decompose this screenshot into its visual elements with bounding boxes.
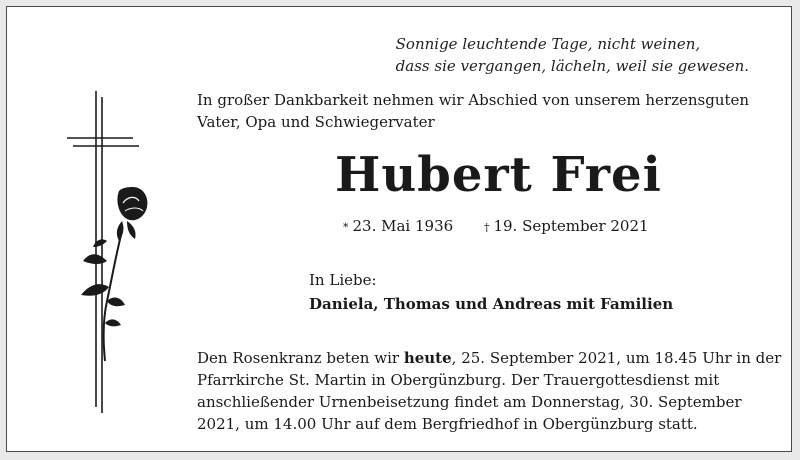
life-dates [343,215,649,239]
cross-icon [67,91,139,413]
death-date-group [484,217,649,235]
death-symbol: † [483,221,490,234]
death-date: 19. September 2021 [493,217,649,235]
quote-line: dass sie vergangen, lächeln, weil sie gewesen. [395,57,749,75]
service-text-start: Den Rosenkranz beten wir [197,349,404,367]
obituary-card [6,6,792,452]
mourners-names: Daniela, Thomas und Andreas mit Familien [309,295,674,313]
service-notice [197,347,789,435]
memorial-quote [396,33,749,77]
quote-line: Sonnige leuchtende Tage, nicht weinen, [395,35,701,53]
cross-rose-emblem [67,91,157,421]
service-text-rest: , 25. September 2021, um 18.45 Uhr in der Pfarrkirche St. Martin in Obergünzburg. Der Trauergottesdienst mit anschließender Urnenbeisetzung findet am Donnerstag, 30. September 2021, um 14.00 Uhr auf dem Bergfriedhof in Obergünzburg statt. [197,349,782,433]
birth-symbol: * [343,221,349,234]
birth-date: 23. Mai 1936 [352,217,454,235]
mourners-label: In Liebe: [309,271,377,289]
service-emphasis: heute [403,349,452,367]
rose-icon [81,187,147,361]
intro-line: In großer Dankbarkeit nehmen wir Abschied von unserem herzensguten [197,91,750,109]
deceased-name: Hubert Frei [335,147,662,203]
intro-line: Vater, Opa und Schwiegervater [197,113,435,131]
intro-text [197,89,777,133]
